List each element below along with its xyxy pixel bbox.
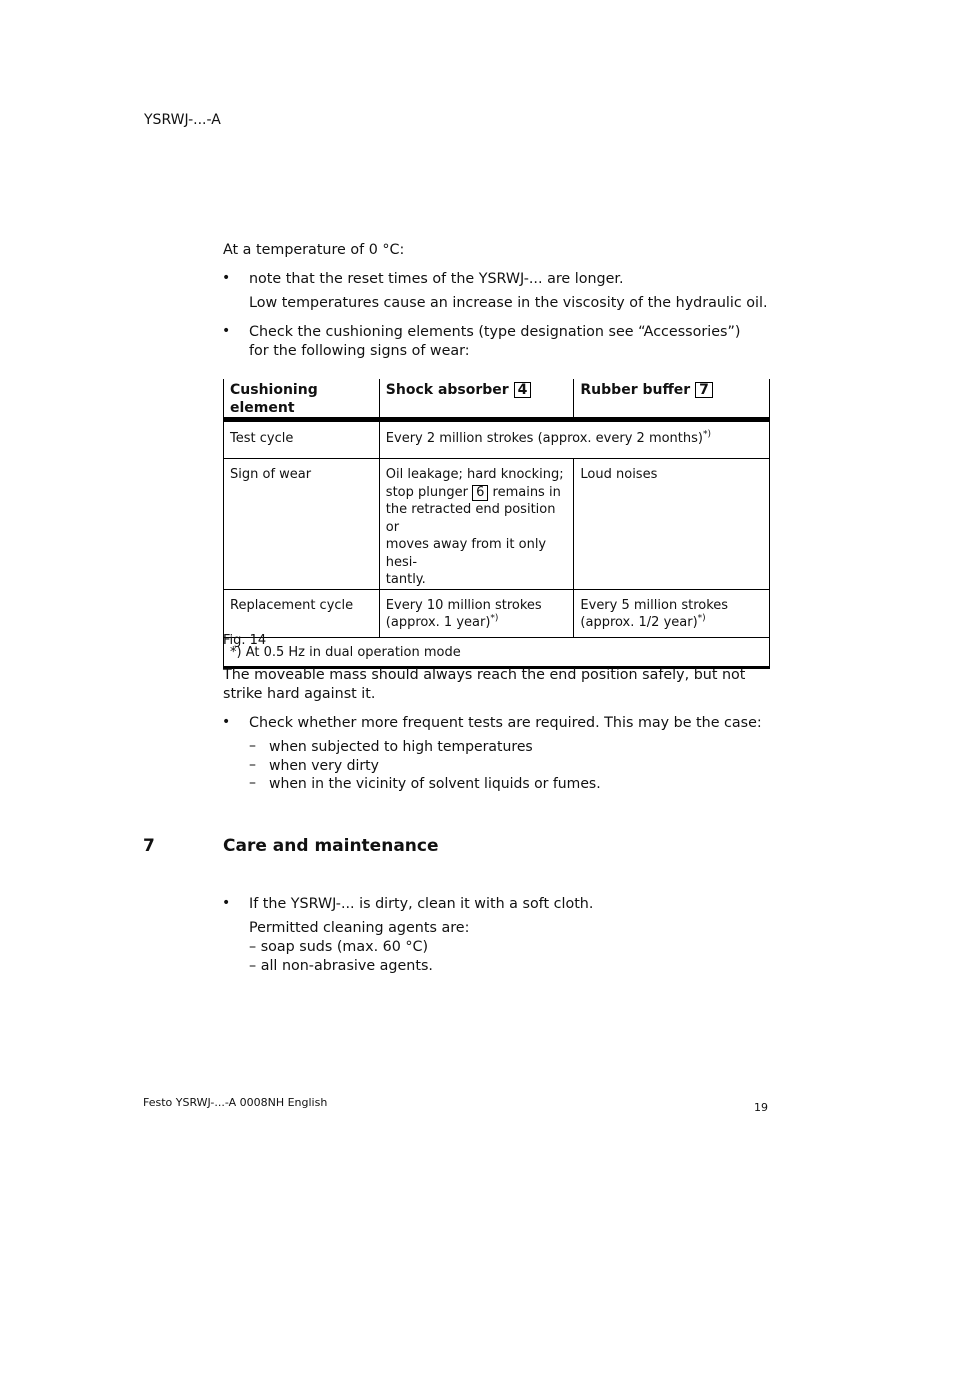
wear-table <box>223 379 770 669</box>
cell-sign-of-wear-label: Sign of wear <box>224 459 380 590</box>
replacement-text-line <box>386 614 568 632</box>
dash-marker: – <box>249 738 256 754</box>
header-col2-label: Shock absorber <box>385 382 509 398</box>
cell-replacement-shock <box>379 589 574 637</box>
section-number: 7 <box>143 836 155 856</box>
table-row-replacement-cycle <box>224 589 770 637</box>
temperature-intro: At a temperature of 0 °C: <box>223 242 405 258</box>
dash-item-solvents: when in the vicinity of solvent liquids or fumes. <box>269 776 601 792</box>
header-col3-label: Rubber buffer <box>580 382 691 398</box>
bullet-frequent-tests: Check whether more frequent tests are required. This may be the case: <box>249 715 762 731</box>
figure-caption: Fig. 14 <box>223 633 267 648</box>
dash-marker: – <box>249 757 256 773</box>
bullet-check-cushioning: Check the cushioning elements (type designation see “Accessories”) for the following signs of wear: <box>249 324 741 359</box>
replacement-text-line: Every 10 million strokes <box>385 597 542 613</box>
wear-text-line <box>386 484 568 502</box>
header-col1-label: Cushioning element <box>230 382 318 416</box>
footnote-mark: *) <box>490 613 499 624</box>
item-number-box: 6 <box>472 485 488 501</box>
cell-test-cycle-label: Test cycle <box>224 420 380 459</box>
table-row-sign-of-wear <box>224 459 770 590</box>
cell-sign-of-wear-shock <box>379 459 574 590</box>
dash-item-high-temperatures: when subjected to high temperatures <box>269 739 533 755</box>
cell-sign-of-wear-rubber: Loud noises <box>574 459 770 590</box>
test-cycle-text: Every 2 million strokes (approx. every 2 months) <box>385 431 703 446</box>
wear-text-part: remains in <box>492 484 561 500</box>
table-row-test-cycle <box>224 420 770 459</box>
wear-text-line: tantly. <box>385 572 426 587</box>
moveable-mass-text: The moveable mass should always reach the end position safely, but not strike hard against it. <box>223 667 746 702</box>
item-number-box: 7 <box>695 382 713 398</box>
dash-item-very-dirty: when very dirty <box>269 758 379 774</box>
replacement-text-part: (approx. 1/2 year) <box>580 615 698 630</box>
wear-text-line: moves away from it only hesi- <box>385 537 547 570</box>
section-title: Care and maintenance <box>223 836 439 856</box>
item-number-box: 4 <box>514 382 532 398</box>
cell-footnote: *) At 0.5 Hz in dual operation mode <box>224 637 770 667</box>
bullet-marker: • <box>222 714 231 730</box>
cleaning-agents-intro: Permitted cleaning agents are: <box>249 920 470 936</box>
bullet-marker: • <box>222 270 231 286</box>
footnote-mark: *) <box>702 429 711 440</box>
cell-replacement-rubber <box>574 589 770 637</box>
table-row-footnote <box>224 637 770 667</box>
replacement-text-part: (approx. 1 year) <box>385 615 491 630</box>
page-footer: Festo YSRWJ-...-A 0008NH English <box>143 1096 328 1109</box>
wear-text-part: stop plunger <box>385 484 468 500</box>
care-instructions <box>249 895 769 976</box>
wear-table-header-row <box>224 379 770 420</box>
cell-test-cycle-value <box>379 420 769 459</box>
bullet-marker: • <box>222 323 231 339</box>
cleaning-agent-item: – soap suds (max. 60 °C) <box>249 939 429 955</box>
bullet-marker: • <box>222 895 231 911</box>
cell-replacement-label: Replacement cycle <box>224 589 380 637</box>
care-bullet-text: If the YSRWJ-... is dirty, clean it with a soft cloth. <box>249 896 594 912</box>
cleaning-agent-item: – all non-abrasive agents. <box>249 958 433 974</box>
viscosity-note: Low temperatures cause an increase in the viscosity of the hydraulic oil. <box>249 295 768 311</box>
wear-text-line: the retracted end position or <box>385 502 556 535</box>
replacement-text-line <box>580 614 763 632</box>
document-header: YSRWJ-...-A <box>144 112 221 128</box>
dash-marker: – <box>249 775 256 791</box>
header-cushioning-element <box>224 379 380 420</box>
header-rubber-buffer <box>574 379 770 420</box>
bullet-reset-times-text: note that the reset times of the YSRWJ-... are longer. <box>249 271 624 287</box>
footnote-mark: *) <box>697 613 706 624</box>
page-number: 19 <box>754 1101 768 1114</box>
bullet-reset-times <box>249 270 769 313</box>
header-shock-absorber <box>379 379 574 420</box>
replacement-text-line: Every 5 million strokes <box>580 597 729 613</box>
wear-text-line: Oil leakage; hard knocking; <box>385 467 564 482</box>
